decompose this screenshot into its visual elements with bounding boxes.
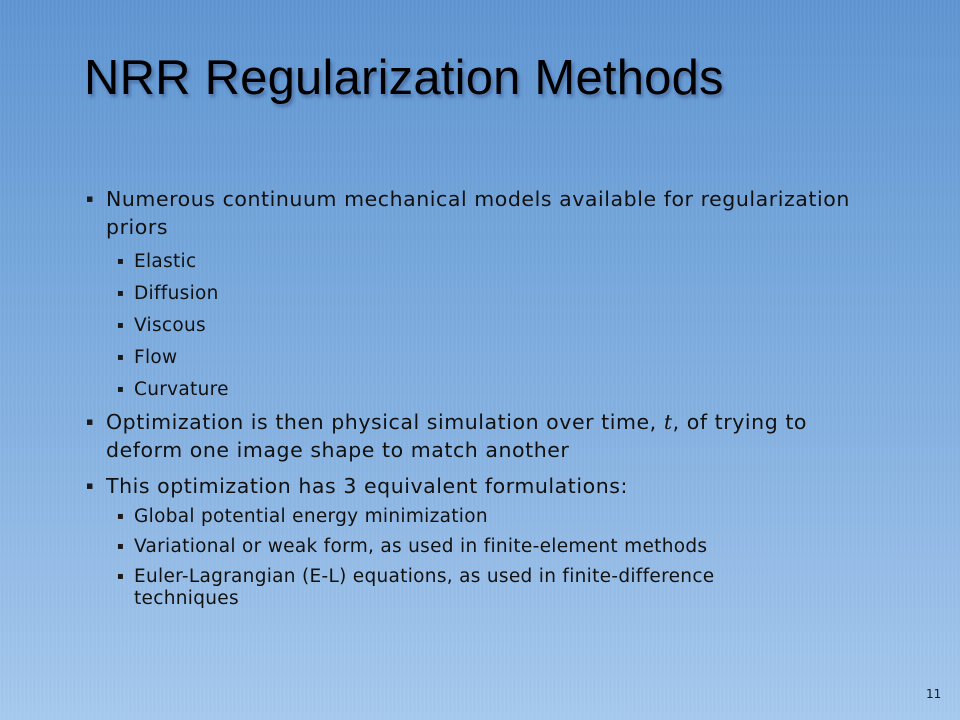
bullet-icon: ▪ <box>86 192 95 205</box>
bullet-text-part: , of trying to deform one image shape to match another <box>106 410 808 462</box>
bullet-icon: ▪ <box>117 541 125 552</box>
sub-bullet-item <box>117 536 886 558</box>
sub-bullet-item <box>117 566 794 610</box>
sub-bullet-text: Viscous <box>134 315 206 336</box>
sub-bullet-text: Elastic <box>134 251 197 272</box>
sub-bullet-item <box>117 315 886 337</box>
slide-title: NRR Regularization Methods <box>84 51 724 105</box>
bullet-icon: ▪ <box>117 256 125 267</box>
sub-bullet-text: Global potential energy minimization <box>134 506 488 527</box>
bullet-icon: ▪ <box>86 479 95 492</box>
sub-bullet-item <box>117 347 886 369</box>
bullet-icon: ▪ <box>86 415 95 428</box>
bullet-text-part: Optimization is then physical simulation over time, <box>106 410 664 434</box>
bullet-icon: ▪ <box>117 511 125 522</box>
sub-bullet-text: Diffusion <box>134 283 219 304</box>
bullet-item <box>86 185 886 241</box>
bullet-text <box>106 410 807 462</box>
sub-bullet-text: Curvature <box>134 379 229 400</box>
sub-bullet-item <box>117 379 886 401</box>
bullet-icon: ▪ <box>117 384 125 395</box>
sub-bullet-text: Euler-Lagrangian (E-L) equations, as used in finite-difference techniques <box>134 566 715 609</box>
bullet-list <box>86 185 886 610</box>
math-variable: t <box>663 410 673 434</box>
bullet-text: This optimization has 3 equivalent formulations: <box>106 474 628 498</box>
bullet-item <box>86 408 886 464</box>
sub-bullet-item <box>117 506 886 528</box>
sub-bullet-text: Variational or weak form, as used in finite-element methods <box>134 536 708 557</box>
page-number: 11 <box>926 687 942 701</box>
bullet-icon: ▪ <box>117 320 125 331</box>
sub-bullet-item <box>117 283 886 305</box>
bullet-item <box>86 472 886 500</box>
sub-bullet-item <box>117 251 886 273</box>
bullet-icon: ▪ <box>117 352 125 363</box>
sub-bullet-text: Flow <box>134 347 178 368</box>
bullet-icon: ▪ <box>117 288 125 299</box>
bullet-text: Numerous continuum mechanical models available for regularization priors <box>106 187 850 239</box>
bullet-icon: ▪ <box>117 571 125 582</box>
